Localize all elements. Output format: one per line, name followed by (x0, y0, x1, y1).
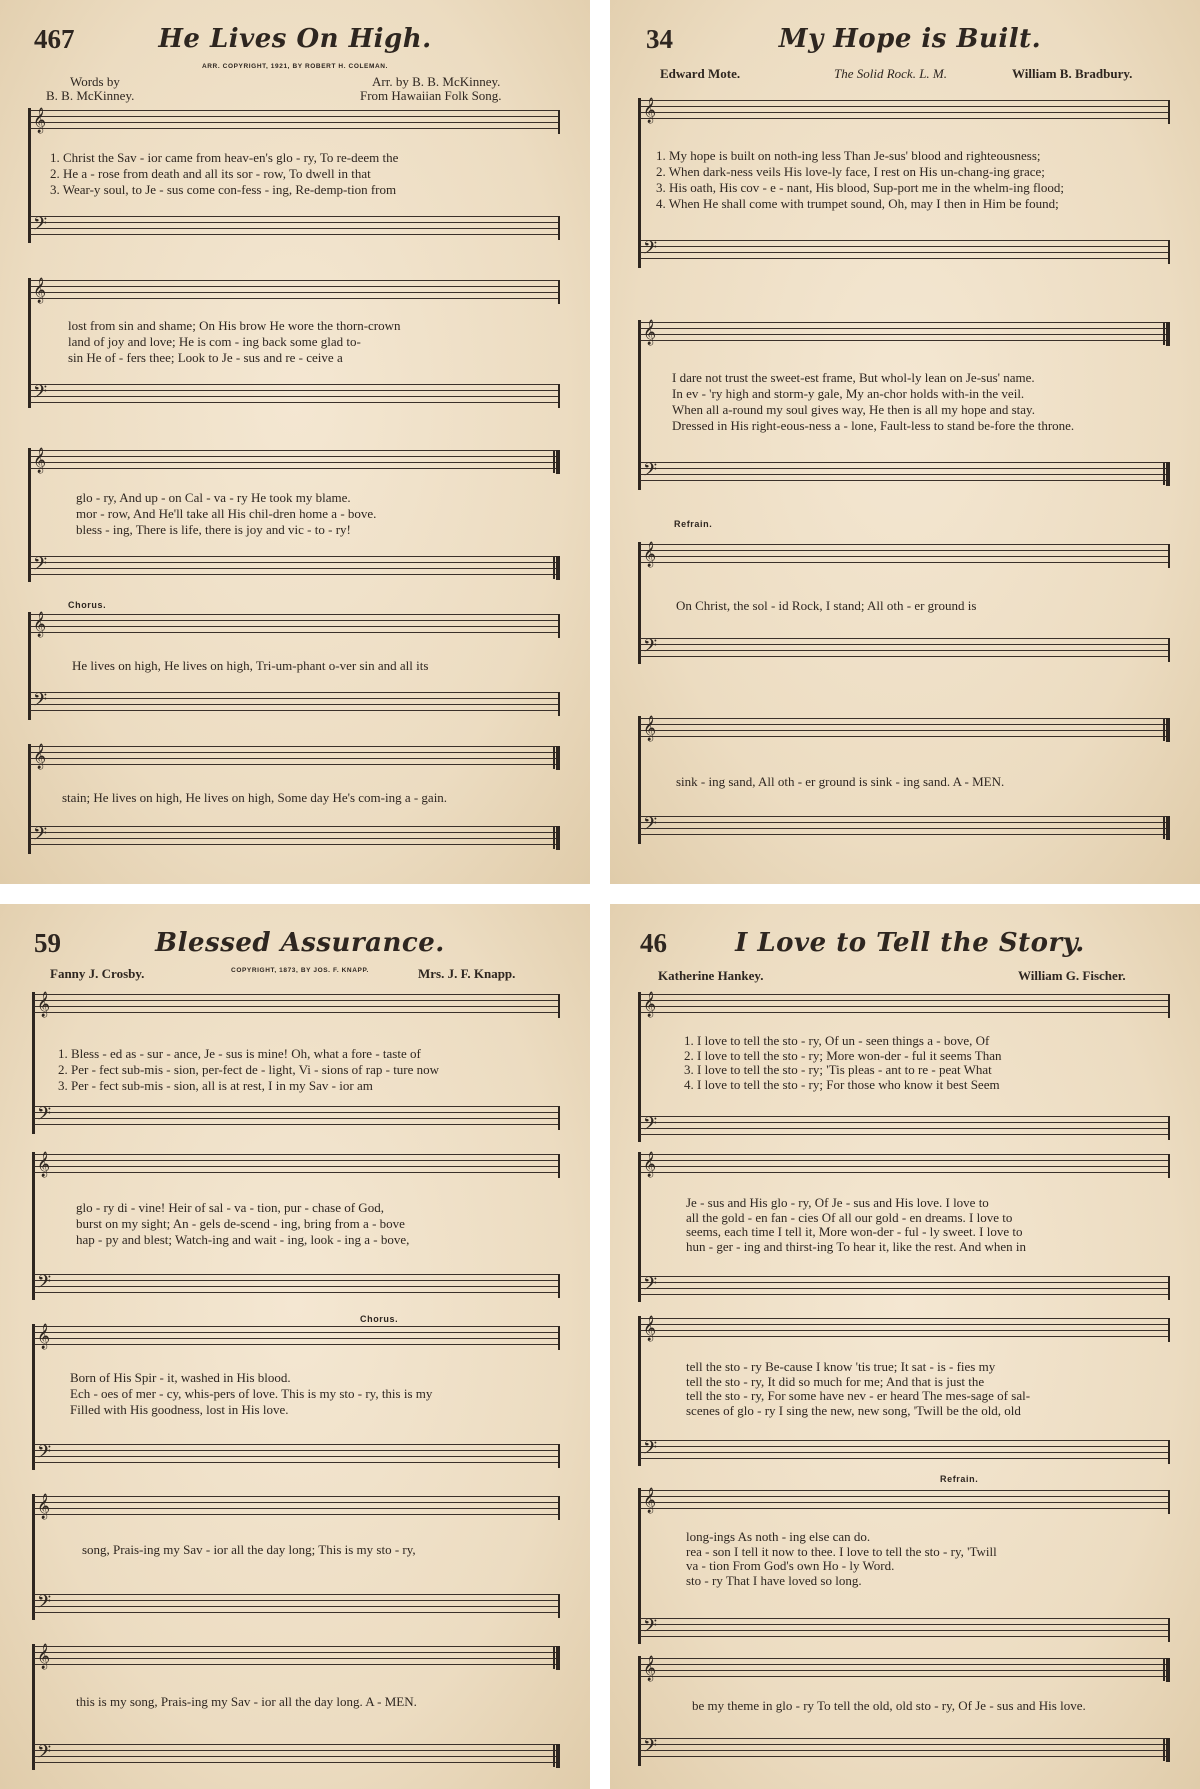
treble-clef-icon: 𝄞 (33, 108, 47, 133)
verse-line: When all a-round my soul gives way, He then is all my hope and stay. (672, 402, 1035, 417)
chorus-lyric-2 (76, 1694, 417, 1710)
chorus-line: song, Prais-ing my Sav - ior all the day long; This is my sto - ry, (82, 1542, 416, 1557)
chorus-line: He lives on high, He lives on high, Tri-um-phant o-ver sin and all its (72, 658, 429, 673)
chorus-lyric-1 (72, 658, 428, 674)
bass-staff (638, 240, 1170, 264)
verse-line: 3. Per - fect sub-mis - sion, all is at rest, I in my Sav - ior am (58, 1078, 373, 1093)
verse-line: 2. I love to tell the sto - ry; More won-der - ful it seems Than (684, 1047, 1002, 1063)
refrain-line: sink - ing sand, All oth - er ground is sink - ing sand. A - MEN. (676, 774, 1005, 789)
lyric-block-3 (686, 1360, 1030, 1418)
bass-staff (28, 826, 560, 850)
chorus-lyric-1 (82, 1542, 416, 1558)
chorus-line: this is my song, Prais-ing my Sav - ior all the day long. A - MEN. (76, 1694, 417, 1709)
treble-clef-icon: 𝄞 (37, 992, 51, 1017)
treble-clef-icon: 𝄞 (643, 1152, 657, 1177)
lyricist-credit: B. B. McKinney. (46, 88, 135, 103)
treble-staff (28, 614, 560, 638)
verse-line: In ev - 'ry high and storm-y gale, My an-chor holds with-in the veil. (672, 386, 1025, 401)
treble-staff (28, 450, 560, 474)
treble-staff (28, 746, 560, 770)
verse-line: hap - py and blest; Watch-ing and wait - ing, look - ing a - bove, (76, 1232, 410, 1247)
treble-clef-icon: 𝄞 (643, 1316, 657, 1341)
verse-line: I dare not trust the sweet-est frame, But whol-ly lean on Je-sus' name. (672, 370, 1035, 385)
lyric-block-3 (70, 1370, 432, 1418)
treble-staff (638, 1318, 1170, 1342)
verse-line: land of joy and love; He is com - ing back some glad to- (68, 334, 361, 349)
bass-clef-icon: 𝄢 (643, 1114, 658, 1139)
verse-line: 3. His oath, His cov - e - nant, His blood, Sup-port me in the whelm-ing flood; (656, 180, 1065, 195)
lyricist-credit: Fanny J. Crosby. (50, 966, 145, 981)
treble-clef-icon: 𝄞 (643, 320, 657, 345)
hymn-number: 59 (34, 928, 61, 958)
verse-line: sin He of - fers thee; Look to Je - sus and re - ceive a (68, 350, 343, 365)
bass-staff (638, 1618, 1170, 1642)
treble-staff (28, 280, 560, 304)
composer-credit: Mrs. J. F. Knapp. (418, 966, 516, 981)
lyric-block-1 (50, 150, 398, 198)
treble-staff (32, 1646, 560, 1670)
lyric-block-2 (686, 1196, 1026, 1254)
verse-line: 3. Wear-y soul, to Je - sus come con-fess - ing, Re-demp-tion from (50, 182, 397, 197)
treble-staff (638, 1490, 1170, 1514)
treble-staff (638, 322, 1170, 346)
verse-line: 1. Christ the Sav - ior came from heav-en's glo - ry, To re-deem the (50, 150, 399, 165)
bass-clef-icon: 𝄢 (643, 1736, 658, 1761)
bass-clef-icon: 𝄢 (643, 1438, 658, 1463)
treble-staff (32, 1496, 560, 1520)
verse-line: tell the sto - ry Be-cause I know 'tis true; It sat - is - fies my (686, 1359, 996, 1374)
bass-staff (28, 384, 560, 408)
refrain-line: On Christ, the sol - id Rock, I stand; All oth - er ground is (676, 598, 977, 613)
treble-clef-icon: 𝄞 (643, 992, 657, 1017)
chorus-label: Chorus. (68, 600, 107, 610)
treble-staff (638, 718, 1170, 742)
bass-staff (638, 638, 1170, 662)
hymn-title: I Love to Tell the Story. (735, 928, 1085, 958)
verse-line: sto - ry That I have loved so long. (686, 1572, 862, 1588)
lyric-block-3 (76, 490, 376, 538)
bass-clef-icon: 𝄢 (37, 1442, 52, 1467)
lyric-block-4 (686, 1530, 997, 1588)
lyric-block-2 (76, 1200, 409, 1248)
treble-clef-icon: 𝄞 (37, 1494, 51, 1519)
verse-line: 1. Bless - ed as - sur - ance, Je - sus is mine! Oh, what a fore - taste of (58, 1046, 421, 1061)
hymn-number: 467 (34, 24, 75, 54)
refrain-lyric-2 (676, 774, 1004, 790)
lyricist-credit: Edward Mote. (660, 66, 741, 81)
lyricist-credit: Katherine Hankey. (658, 968, 764, 983)
bass-clef-icon: 𝄢 (37, 1742, 52, 1767)
bass-staff (32, 1444, 560, 1468)
treble-staff (32, 1154, 560, 1178)
treble-clef-icon: 𝄞 (643, 1656, 657, 1681)
bass-staff (638, 1116, 1170, 1140)
lyric-block-1 (684, 1034, 1001, 1092)
verse-line: bless - ing, There is life, there is joy and vic - to - ry! (76, 522, 351, 537)
bass-clef-icon: 𝄢 (643, 814, 658, 839)
refrain-lyric (692, 1698, 1086, 1714)
arranger-credit: Arr. by B. B. McKinney. (372, 74, 501, 89)
lyric-block-2 (672, 370, 1074, 434)
hymn-467-page (0, 0, 590, 884)
bass-clef-icon: 𝄢 (33, 690, 48, 715)
verse-line: 4. I love to tell the sto - ry; For those who know it best Seem (684, 1076, 1000, 1092)
composer-credit: William B. Bradbury. (1012, 66, 1133, 81)
hymn-46-page (610, 904, 1200, 1789)
verse-line: lost from sin and shame; On His brow He wore the thorn-crown (68, 318, 401, 333)
verse-line: glo - ry, And up - on Cal - va - ry He took my blame. (76, 490, 351, 505)
verse-line: 1. I love to tell the sto - ry, Of un - seen things a - bove, Of (684, 1033, 990, 1048)
treble-staff (638, 544, 1170, 568)
verse-line: va - tion From God's own Ho - ly Word. (686, 1558, 895, 1573)
bass-clef-icon: 𝄢 (33, 382, 48, 407)
hymn-title: He Lives On High. (158, 24, 432, 54)
verse-line: 4. When He shall come with trumpet sound, Oh, may I then in Him be found; (656, 196, 1059, 211)
treble-clef-icon: 𝄞 (37, 1152, 51, 1177)
bass-staff (32, 1274, 560, 1298)
verse-line: all the gold - en fan - cies Of all our gold - en dreams. I love to (686, 1209, 1013, 1225)
bass-clef-icon: 𝄢 (37, 1104, 52, 1129)
treble-clef-icon: 𝄞 (37, 1324, 51, 1349)
verse-line: Born of His Spir - it, washed in His blood. (70, 1370, 291, 1385)
chorus-lyric-2 (62, 790, 447, 806)
bass-staff (32, 1106, 560, 1130)
treble-clef-icon: 𝄞 (643, 716, 657, 741)
treble-staff (638, 994, 1170, 1018)
verse-line: long-ings As noth - ing else can do. (686, 1529, 871, 1544)
hymn-title: My Hope is Built. (778, 24, 1042, 54)
treble-staff (32, 994, 560, 1018)
bass-clef-icon: 𝄢 (37, 1592, 52, 1617)
hymn-number: 34 (646, 24, 673, 54)
treble-clef-icon: 𝄞 (33, 612, 47, 637)
verse-line: 3. I love to tell the sto - ry; 'Tis pleas - ant to re - peat What (684, 1062, 992, 1077)
copyright-notice: ARR. COPYRIGHT, 1921, BY ROBERT H. COLEMAN. (201, 63, 389, 70)
treble-staff (638, 1154, 1170, 1178)
bass-staff (638, 816, 1170, 840)
lyric-block-2 (68, 318, 401, 366)
bass-clef-icon: 𝄢 (643, 1616, 658, 1641)
refrain-line: be my theme in glo - ry To tell the old, old sto - ry, Of Je - sus and His love. (692, 1698, 1086, 1713)
bass-staff (28, 556, 560, 580)
hymn-34-page (610, 0, 1200, 884)
bass-clef-icon: 𝄢 (643, 636, 658, 661)
verse-line: 2. He a - rose from death and all its sor - row, To dwell in that (50, 166, 371, 181)
treble-staff (638, 1658, 1170, 1682)
chorus-line: stain; He lives on high, He lives on high, Some day He's com-ing a - gain. (62, 790, 448, 805)
lyric-block-1 (656, 148, 1064, 212)
verse-line: Ech - oes of mer - cy, whis-pers of love. This is my sto - ry, this is my (70, 1386, 433, 1401)
verse-line: 2. Per - fect sub-mis - sion, per-fect de - light, Vi - sions of rap - ture now (58, 1062, 440, 1077)
hymn-number: 46 (640, 928, 667, 958)
bass-clef-icon: 𝄢 (33, 554, 48, 579)
bass-staff (28, 692, 560, 716)
verse-line: Dressed in His right-eous-ness a - lone, Fault-less to stand be-fore the throne. (672, 418, 1075, 433)
verse-line: burst on my sight; An - gels de-scend - ing, bring from a - bove (76, 1216, 405, 1231)
refrain-label: Refrain. (940, 1474, 979, 1484)
bass-clef-icon: 𝄢 (37, 1272, 52, 1297)
bass-staff (638, 1738, 1170, 1762)
treble-clef-icon: 𝄞 (643, 542, 657, 567)
treble-staff (32, 1326, 560, 1350)
treble-clef-icon: 𝄞 (33, 278, 47, 303)
verse-line: hun - ger - ing and thirst-ing To hear it, like the rest. And when in (686, 1238, 1027, 1254)
treble-staff (28, 110, 560, 134)
bass-staff (28, 216, 560, 240)
treble-clef-icon: 𝄞 (33, 448, 47, 473)
verse-line: glo - ry di - vine! Heir of sal - va - tion, pur - chase of God, (76, 1200, 384, 1215)
bass-staff (638, 462, 1170, 486)
bass-clef-icon: 𝄢 (643, 460, 658, 485)
source-credit: From Hawaiian Folk Song. (360, 88, 502, 103)
copyright-notice: COPYRIGHT, 1873, BY JOS. F. KNAPP. (231, 967, 369, 974)
words-credit-label: Words by (70, 74, 120, 89)
verse-line: seems, each time I tell it, More won-der - ful - ly sweet. I love to (686, 1224, 1023, 1239)
tune-credit: The Solid Rock. L. M. (834, 66, 948, 81)
hymn-title: Blessed Assurance. (155, 928, 445, 958)
treble-staff (638, 100, 1170, 124)
verse-line: rea - son I tell it now to thee. I love to tell the sto - ry, 'Twill (686, 1543, 997, 1559)
bass-staff (638, 1440, 1170, 1464)
chorus-label: Chorus. (360, 1314, 399, 1324)
verse-line: Je - sus and His glo - ry, Of Je - sus and His love. I love to (686, 1195, 989, 1210)
treble-clef-icon: 𝄞 (33, 744, 47, 769)
bass-clef-icon: 𝄢 (33, 824, 48, 849)
verse-line: Filled with His goodness, lost in His love. (70, 1402, 289, 1417)
bass-clef-icon: 𝄢 (643, 238, 658, 263)
verse-line: scenes of glo - ry I sing the new, new song, 'Twill be the old, old (686, 1402, 1021, 1418)
bass-staff (638, 1276, 1170, 1300)
bass-clef-icon: 𝄢 (643, 1274, 658, 1299)
composer-credit: William G. Fischer. (1018, 968, 1126, 983)
lyric-block-1 (58, 1046, 439, 1094)
verse-line: mor - row, And He'll take all His chil-dren home a - bove. (76, 506, 377, 521)
bass-staff (32, 1594, 560, 1618)
hymn-59-page (0, 904, 590, 1789)
verse-line: 1. My hope is built on noth-ing less Than Je-sus' blood and righteousness; (656, 148, 1041, 163)
verse-line: tell the sto - ry, It did so much for me; And that is just the (686, 1373, 985, 1389)
bass-staff (32, 1744, 560, 1768)
treble-clef-icon: 𝄞 (643, 1488, 657, 1513)
verse-line: 2. When dark-ness veils His love-ly face, I rest on His un-chang-ing grace; (656, 164, 1045, 179)
bass-clef-icon: 𝄢 (33, 214, 48, 239)
refrain-label: Refrain. (674, 519, 713, 529)
treble-clef-icon: 𝄞 (643, 98, 657, 123)
refrain-lyric-1 (676, 598, 976, 614)
verse-line: tell the sto - ry, For some have nev - er heard The mes-sage of sal- (686, 1388, 1031, 1403)
treble-clef-icon: 𝄞 (37, 1644, 51, 1669)
